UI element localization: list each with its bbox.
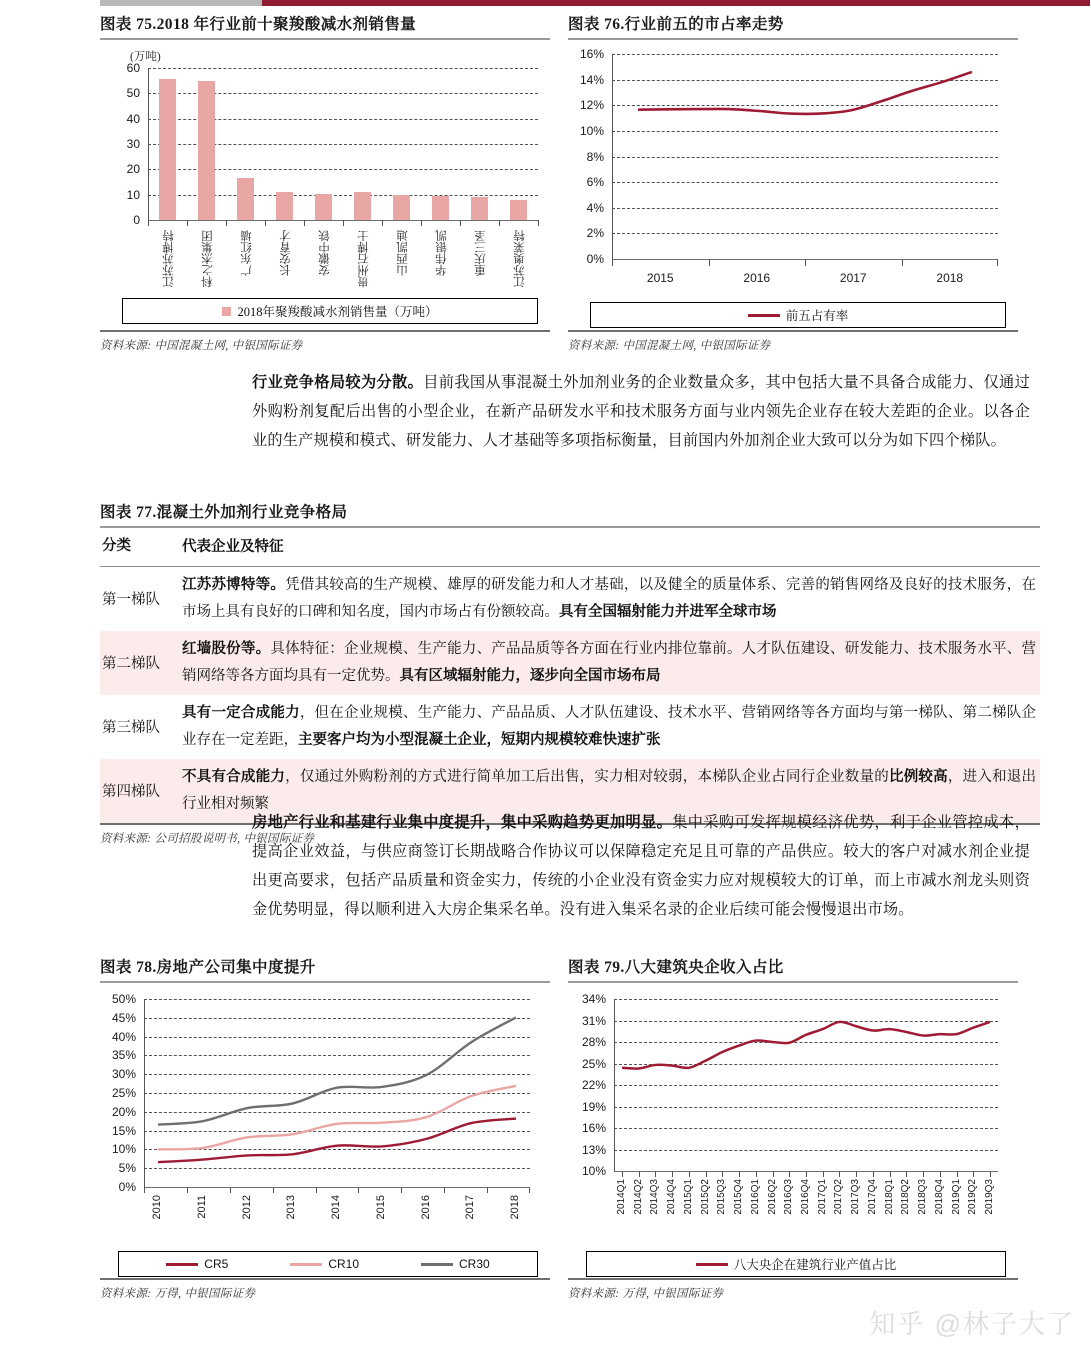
paragraph-concentration — [252, 808, 1030, 924]
legend-item-soe — [696, 1255, 897, 1273]
y-axis-tick-label: 4% — [586, 200, 604, 215]
y-axis-line — [148, 68, 149, 220]
x-axis-tick — [973, 1171, 974, 1177]
x-axis-tick — [906, 1171, 907, 1177]
figure-75-title: 图表 75.2018 年行业前十聚羧酸减水剂销售量 — [100, 16, 417, 33]
figure-78-source: 资料来源: 万得, 中银国际证券 — [100, 1287, 256, 1300]
x-axis-tick — [265, 220, 266, 226]
table-cell-tier: 第四梯队 — [102, 784, 160, 801]
figure-79-title: 图表 79.八大建筑央企收入占比 — [568, 959, 784, 976]
line-series-soe-share — [622, 1022, 990, 1069]
bar — [159, 79, 175, 220]
x-axis-tick — [739, 1171, 740, 1177]
x-axis-tick — [499, 220, 500, 226]
y-axis-tick-label: 10% — [581, 1164, 606, 1178]
x-axis-tick — [873, 1171, 874, 1177]
figure-75-source: 资料来源: 中国混凝土网, 中银国际证券 — [100, 339, 303, 352]
legend-line-icon — [166, 1263, 198, 1266]
figure-76-source: 资料来源: 中国混凝土网, 中银国际证券 — [568, 339, 771, 352]
x-axis-tick — [538, 220, 539, 226]
x-axis-tick — [358, 1187, 359, 1193]
x-axis-tick-label: 2017Q1 — [816, 1179, 828, 1215]
desc-lead: 具有一定合成能力 — [182, 705, 300, 722]
bar — [471, 197, 487, 220]
x-axis-tick-label: 重庆三圣 — [474, 230, 487, 276]
legend-item-cr5 — [166, 1257, 228, 1271]
x-axis-tick — [343, 220, 344, 226]
bar — [354, 192, 370, 220]
x-axis-tick — [722, 1171, 723, 1177]
x-axis-tick-label: 2018Q3 — [917, 1179, 929, 1215]
legend-label: CR30 — [459, 1257, 490, 1271]
figure-77-title: 图表 77.混凝土外加剂行业竞争格局 — [100, 504, 348, 521]
x-axis-tick — [187, 1187, 188, 1193]
y-axis-tick-label: 30% — [111, 1067, 136, 1082]
x-axis-tick-label: 2014Q3 — [649, 1179, 661, 1215]
y-axis-tick-label: 30 — [126, 137, 140, 151]
table-cell-tier: 第一梯队 — [102, 592, 160, 609]
table-cell-tier: 第二梯队 — [102, 656, 160, 673]
x-axis-tick-label: 2015Q4 — [733, 1179, 745, 1215]
table-header-row — [100, 528, 1040, 566]
y-axis-tick-label: 2% — [586, 226, 604, 241]
y-axis-tick-label: 31% — [581, 1013, 606, 1028]
x-axis-tick-label: 2016 — [743, 271, 771, 285]
table-cell-desc — [182, 636, 1040, 690]
paragraph-1-text: 目前我国从事混凝土外加剂业务的企业数量众多，其中包括大量不具备合成能力、仅通过外购粉剂复配后出售的小型企业，在新产品研发水平和技术服务方面与业内领先企业存在较大差距的企业。以各企业的生产规模和模式、研发能力、人才基础等多项指标衡量，目前国内外加剂企业大致可以分为如下四个梯队。 — [252, 374, 1030, 449]
x-axis-tick — [639, 1171, 640, 1177]
x-axis-tick-label: 2018 — [936, 271, 964, 285]
table-header-category: 分类 — [102, 538, 131, 554]
x-axis-tick — [839, 1171, 840, 1177]
x-axis-tick — [148, 220, 149, 226]
y-axis-tick-label: 34% — [581, 992, 606, 1006]
chart-canvas — [614, 999, 998, 1171]
x-axis-tick — [187, 220, 188, 226]
x-axis-tick — [273, 1187, 274, 1193]
x-axis-tick-label: 江苏奥莱特 — [513, 230, 526, 288]
x-axis-tick-label: 广东红墙 — [240, 230, 253, 276]
x-axis-tick-label: 2012 — [240, 1195, 253, 1220]
y-axis-tick-label: 14% — [579, 72, 604, 87]
x-axis-tick — [672, 1171, 673, 1177]
y-axis-tick-label: 12% — [579, 98, 604, 113]
bar — [315, 194, 331, 220]
legend-line-icon — [748, 314, 780, 317]
x-axis-tick-label: 2019Q1 — [950, 1179, 962, 1215]
bar — [393, 195, 409, 220]
x-axis-tick — [304, 220, 305, 226]
x-axis-tick — [622, 1171, 623, 1177]
y-axis-tick-label: 0 — [133, 213, 140, 227]
y-axis-tick-label: 10 — [126, 187, 140, 202]
y-axis-tick-label: 25% — [581, 1056, 606, 1071]
x-axis-tick — [655, 1171, 656, 1177]
x-axis-tick — [773, 1171, 774, 1177]
x-axis-tick — [940, 1171, 941, 1177]
x-axis-tick — [421, 220, 422, 226]
x-axis-tick-label: 科之杰集团 — [201, 230, 214, 288]
x-axis-tick-label: 2018Q2 — [900, 1179, 912, 1215]
table-cell-desc — [182, 572, 1040, 626]
y-axis-tick-label: 13% — [581, 1142, 606, 1157]
y-axis-tick-label: 15% — [111, 1123, 136, 1138]
x-axis-tick — [890, 1171, 891, 1177]
figure-77 — [100, 500, 1040, 846]
bar — [237, 178, 253, 220]
figure-76-plot — [579, 47, 998, 285]
figure-75-legend — [122, 298, 538, 324]
x-axis-tick — [823, 1171, 824, 1177]
y-axis-tick-label: 6% — [586, 175, 604, 190]
legend-label: CR5 — [204, 1257, 229, 1271]
x-axis-tick — [756, 1171, 757, 1177]
y-axis-tick-label: 19% — [581, 1099, 606, 1114]
x-axis-tick-label: 2016Q2 — [766, 1179, 778, 1215]
x-axis-tick — [789, 1171, 790, 1177]
x-axis-tick — [382, 220, 383, 226]
watermark: 知乎 @林子大了 — [869, 1309, 1075, 1339]
legend-item-cr30 — [421, 1257, 490, 1271]
legend-item-top5 — [748, 306, 849, 324]
x-axis-tick-label: 2017 — [839, 271, 867, 285]
gridline — [144, 1187, 530, 1188]
competition-table — [100, 528, 1040, 823]
x-axis-tick — [689, 1171, 690, 1177]
x-axis-tick-label: 2017 — [464, 1195, 477, 1220]
top-rule-red — [262, 0, 1090, 6]
figure-75-yaxis-unit: (万吨) — [130, 51, 161, 63]
y-axis-tick-label: 50% — [111, 992, 136, 1006]
y-axis-tick-label: 40 — [126, 111, 140, 126]
bar — [198, 81, 214, 220]
x-axis-tick-label: 2015Q2 — [699, 1179, 711, 1215]
x-axis-tick — [460, 220, 461, 226]
x-axis-tick — [529, 1187, 530, 1193]
x-axis-tick — [957, 1171, 958, 1177]
y-axis-tick-label: 35% — [111, 1048, 136, 1063]
figure-75-chart — [100, 40, 550, 330]
x-axis-tick — [997, 259, 998, 266]
bar — [276, 192, 292, 220]
desc-text: 具体特征：企业规模、生产能力、产品品质等各方面在行业内排位靠前。人才队伍建设、研发能力、技术服务水平、营销网络等各方面均具有一定优势。 — [182, 641, 1037, 685]
x-axis-tick — [316, 1187, 317, 1193]
x-axis-tick-label: 江苏苏博特 — [162, 230, 175, 288]
x-axis-tick — [612, 259, 613, 266]
figure-79-plot — [581, 992, 998, 1215]
x-axis-tick-label: 2017Q4 — [866, 1179, 878, 1215]
top-rule-gray — [100, 0, 262, 6]
paragraph-1-lead: 行业竞争格局较为分散。 — [252, 374, 424, 391]
desc-text: ，仅通过外购粉剂的方式进行简单加工后出售，实力相对较弱，本梯队企业占同行企业数量的 — [285, 769, 889, 786]
desc-tail: 具有区域辐射能力，逐步向全国市场布局 — [399, 668, 661, 685]
paragraph-competition — [252, 368, 1030, 455]
x-axis-tick-label: 2015 — [646, 271, 674, 285]
x-axis-tick-label: 2013 — [285, 1195, 298, 1220]
x-axis-tick-label: 2017Q3 — [850, 1179, 862, 1215]
legend-line-icon — [290, 1263, 322, 1266]
desc-tail: 比例较高 — [888, 769, 948, 786]
x-axis-tick-label: 2015Q3 — [716, 1179, 728, 1215]
x-axis-tick-label: 2017Q2 — [833, 1179, 845, 1215]
bar — [432, 196, 448, 220]
x-axis-tick — [444, 1187, 445, 1193]
y-axis-tick-label: 20 — [126, 162, 140, 177]
x-axis-tick-label: 2014 — [330, 1195, 342, 1220]
legend-label: 八大央企在建筑行业产值占比 — [733, 1258, 897, 1272]
x-axis-tick-label: 2016Q3 — [783, 1179, 795, 1215]
y-axis-tick-label: 0% — [586, 252, 604, 266]
x-axis-tick — [805, 259, 806, 266]
y-axis-tick-label: 50 — [126, 86, 140, 101]
y-axis-tick-label: 20% — [111, 1104, 136, 1119]
figure-79 — [568, 955, 1018, 1301]
y-axis-tick-label: 22% — [581, 1078, 606, 1092]
legend-label: 前五占有率 — [785, 309, 849, 323]
table-row — [100, 695, 1040, 759]
table-row — [100, 631, 1040, 695]
x-axis-tick-label: 2019Q3 — [984, 1179, 995, 1215]
x-axis-tick-label: 2018Q4 — [933, 1179, 945, 1215]
desc-lead: 红墙股份等。 — [182, 641, 271, 658]
x-axis-tick-label: 2015 — [374, 1195, 387, 1220]
y-axis-tick-label: 0% — [118, 1180, 136, 1194]
figure-79-legend — [586, 1251, 1006, 1277]
figure-78-title: 图表 78.房地产公司集中度提升 — [100, 959, 316, 976]
figure-77-source: 资料来源: 公司招股说明书, 中银国际证券 — [100, 832, 315, 845]
bar — [510, 200, 526, 220]
chart-canvas — [612, 54, 998, 259]
x-axis-tick — [230, 1187, 231, 1193]
figure-76-title: 图表 76.行业前五的市占率走势 — [568, 16, 784, 33]
x-axis-tick-label: 2016Q1 — [749, 1179, 761, 1215]
line-series-cr30 — [158, 1017, 516, 1124]
paragraph-2-lead: 房地产行业和基建行业集中度提升，集中采购趋势更加明显。 — [252, 814, 673, 831]
paragraph-2-text: 集中采购可发挥规模经济优势，利于企业管控成本，提高企业效益，与供应商签订长期战略合作协议可以保障稳定充足且可靠的产品供应。较大的客户对减水剂企业提出更高要求，包括产品质量和资金实力，传统的小企业没有资金实力应对规模较大的订单，而上市减水剂龙头则资金优势明显，得以顺利进入大房企集采名单。没有进入集采名录的企业后续可能会慢慢退出市场。 — [252, 814, 1030, 918]
figure-78 — [100, 955, 550, 1301]
desc-text-2: ，进入和退出行业相对频繁 — [182, 769, 1037, 813]
gridline — [148, 68, 538, 69]
line-series-cr10 — [158, 1086, 516, 1150]
x-axis-tick-label: 2010 — [151, 1195, 163, 1220]
legend-swatch-icon — [222, 307, 231, 316]
desc-lead: 不具有合成能力 — [182, 769, 286, 786]
y-axis-tick-label: 10% — [579, 123, 604, 138]
y-axis-tick-label: 60 — [126, 61, 140, 75]
legend-line-icon — [696, 1263, 728, 1266]
x-axis-tick-label: 2019Q2 — [967, 1179, 979, 1215]
x-axis-tick-label: 山西凯迪 — [396, 230, 409, 276]
table-row — [100, 567, 1040, 631]
x-axis-tick-label: 2015Q1 — [682, 1179, 694, 1215]
figure-76-chart — [568, 40, 1018, 330]
x-axis-tick — [706, 1171, 707, 1177]
x-axis-tick — [487, 1187, 488, 1193]
legend-label: CR10 — [328, 1257, 359, 1271]
x-axis-tick — [990, 1171, 991, 1177]
figure-78-plot — [111, 992, 530, 1220]
x-axis-tick — [902, 259, 903, 266]
y-axis-tick-label: 5% — [118, 1161, 136, 1176]
y-axis-tick-label: 8% — [586, 149, 604, 164]
x-axis-tick — [856, 1171, 857, 1177]
x-axis-tick — [226, 220, 227, 226]
y-axis-tick-label: 25% — [111, 1086, 136, 1100]
figure-76-legend — [590, 302, 1006, 328]
x-axis-tick-label: 安徽中铁 — [318, 230, 331, 276]
x-axis-tick — [144, 1187, 145, 1193]
y-axis-tick-label: 45% — [111, 1010, 136, 1025]
figure-79-source: 资料来源: 万得, 中银国际证券 — [568, 1287, 724, 1300]
x-axis-tick-label: 2018Q1 — [883, 1179, 895, 1215]
x-axis-tick-label: 2011 — [195, 1195, 208, 1219]
x-axis-tick — [923, 1171, 924, 1177]
figure-78-legend — [118, 1251, 538, 1277]
desc-lead: 江苏苏博特等。 — [182, 577, 286, 594]
table-header-desc: 代表企业及特征 — [182, 539, 284, 555]
line-series-cr5 — [158, 1119, 516, 1163]
y-axis-tick-label: 40% — [111, 1029, 136, 1044]
x-axis-tick-label: 2014Q4 — [666, 1179, 678, 1215]
legend-item-sales — [222, 302, 437, 320]
legend-item-cr10 — [290, 1257, 359, 1271]
y-axis-tick-label: 16% — [579, 47, 604, 61]
line-series-top5 — [638, 72, 972, 114]
x-axis-tick-label: 2014Q2 — [632, 1179, 644, 1215]
x-axis-tick-label: 2014Q1 — [616, 1179, 627, 1215]
legend-line-icon — [421, 1263, 453, 1266]
table-cell-tier: 第三梯队 — [102, 720, 160, 737]
x-axis-tick — [401, 1187, 402, 1193]
y-axis-tick-label: 16% — [581, 1121, 606, 1135]
x-axis-tick-label: 2018 — [509, 1195, 521, 1220]
y-axis-tick-label: 28% — [581, 1035, 606, 1049]
figure-76 — [568, 12, 1018, 353]
figure-78-chart — [100, 983, 550, 1278]
legend-label: 2018年聚羧酸减水剂销售量（万吨） — [237, 305, 438, 319]
figure-79-chart — [568, 983, 1018, 1278]
figure-75 — [100, 12, 550, 353]
figure-75-plot — [126, 61, 538, 288]
y-axis-tick-label: 10% — [111, 1142, 136, 1157]
x-axis-tick-label: 2016Q4 — [800, 1179, 811, 1215]
x-axis-tick-label: 2016 — [419, 1195, 432, 1220]
desc-text: ，但在企业规模、生产能力、产品品质、人才队伍建设、技术水平、营销网络等各方面均与第一梯队、第二梯队企业存在一定差距， — [182, 705, 1036, 749]
desc-text: 凭借其较高的生产规模、雄厚的研发能力和人才基础，以及健全的质量体系、完善的销售网络及良好的技术服务，在市场上具有良好的口碑和知名度，国内市场占有份额较高。 — [182, 577, 1037, 621]
table-cell-desc — [182, 700, 1040, 754]
x-axis-tick — [709, 259, 710, 266]
x-axis-tick-label: 长安育才 — [279, 230, 292, 276]
desc-tail: 具有全国辐射能力并进军全球市场 — [559, 604, 777, 621]
page-top-rule — [0, 0, 1091, 6]
x-axis-tick — [806, 1171, 807, 1177]
x-axis-tick-label: 贵州石博士 — [357, 230, 370, 288]
x-axis-tick-label: 华伟银凯 — [435, 230, 448, 276]
chart-canvas — [144, 999, 530, 1187]
desc-tail: 主要客户均为小型混凝土企业，短期内规模较难快速扩张 — [298, 732, 661, 749]
